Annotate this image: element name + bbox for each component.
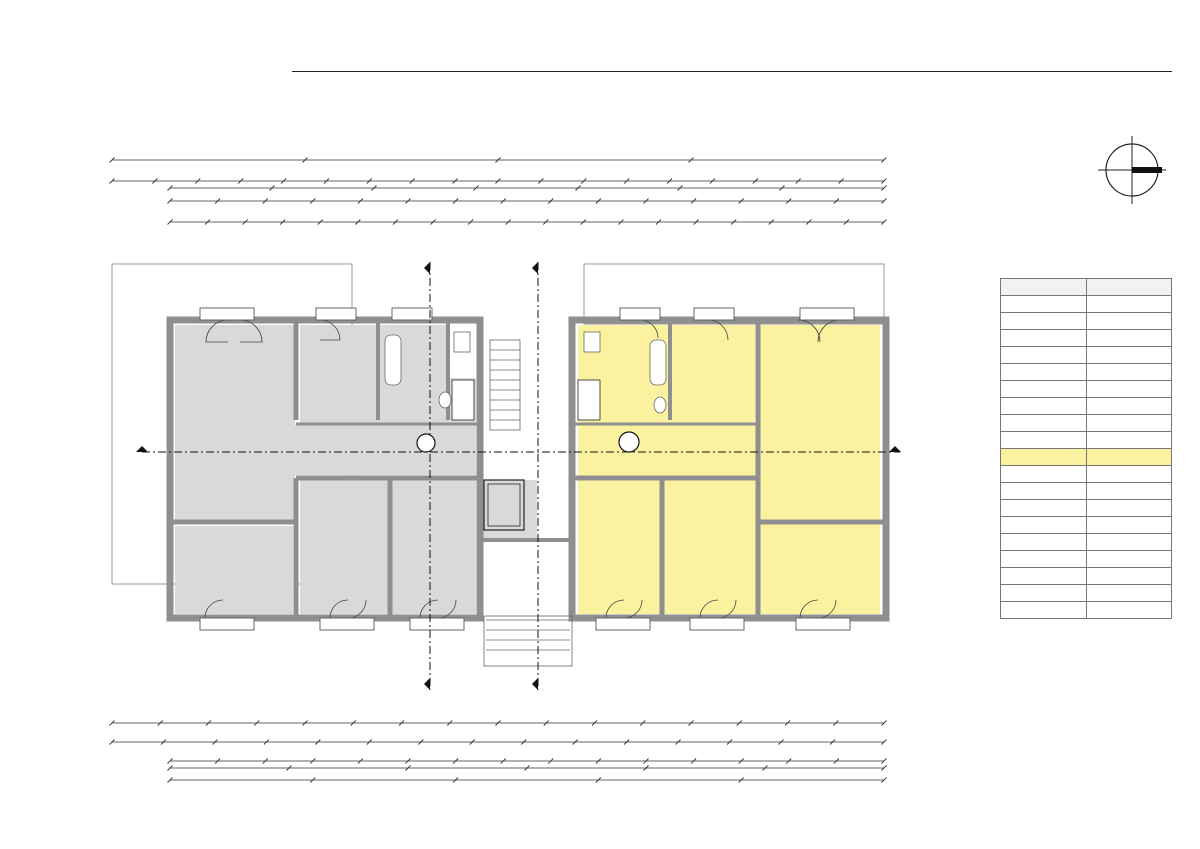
area-table-unit-name [1001,279,1087,296]
area-table-label [1001,602,1087,619]
area-table-row [1001,517,1172,534]
area-table [1000,278,1172,619]
area-table-value [1086,415,1172,432]
area-table-row [1001,568,1172,585]
area-table-value [1086,296,1172,313]
area-table-label [1001,517,1087,534]
area-table-value [1086,568,1172,585]
area-table-label [1001,415,1087,432]
area-table-row [1001,551,1172,568]
area-table-value [1086,347,1172,364]
area-table-header-we_b10 [1001,449,1172,466]
area-table-row [1001,585,1172,602]
area-table-value [1086,466,1172,483]
area-table-row [1001,466,1172,483]
area-table-value [1086,517,1172,534]
area-table-value [1086,330,1172,347]
area-table-label [1001,313,1087,330]
area-table-row [1001,432,1172,449]
area-table-label [1001,466,1087,483]
area-table-row [1001,313,1172,330]
we-b10-marker [619,432,639,452]
area-table-row [1001,381,1172,398]
area-table-row [1001,347,1172,364]
area-table-row [1001,483,1172,500]
we-b9-marker [417,434,435,452]
north-arrow-icon [1098,136,1166,204]
area-table-value [1086,432,1172,449]
area-table-row [1001,364,1172,381]
area-table-label [1001,296,1087,313]
area-table-label [1001,347,1087,364]
area-table-value [1086,602,1172,619]
area-table-row [1001,500,1172,517]
area-table-label [1001,585,1087,602]
area-table-value [1086,534,1172,551]
area-table-value [1086,313,1172,330]
area-table-row [1001,398,1172,415]
area-table-label [1001,398,1087,415]
area-table-row [1001,415,1172,432]
area-table-value [1086,398,1172,415]
area-table-label [1001,551,1087,568]
area-table-unit-total [1086,449,1172,466]
area-table-row [1001,534,1172,551]
area-table-label [1001,364,1087,381]
area-table-row [1001,296,1172,313]
area-table-label [1001,534,1087,551]
area-table-unit-total [1086,279,1172,296]
area-table-value [1086,483,1172,500]
area-table-row [1001,330,1172,347]
area-table-label [1001,568,1087,585]
area-table-value [1086,585,1172,602]
area-table-label [1001,483,1087,500]
room-fills [175,325,880,614]
area-table-header-we_b9 [1001,279,1172,296]
area-table-value [1086,364,1172,381]
area-table-unit-name [1001,449,1087,466]
area-table-value [1086,500,1172,517]
area-table-label [1001,381,1087,398]
area-table-value [1086,381,1172,398]
area-table-label [1001,330,1087,347]
area-table-label [1001,432,1087,449]
area-table-row [1001,602,1172,619]
area-table-value [1086,551,1172,568]
area-table-label [1001,500,1087,517]
